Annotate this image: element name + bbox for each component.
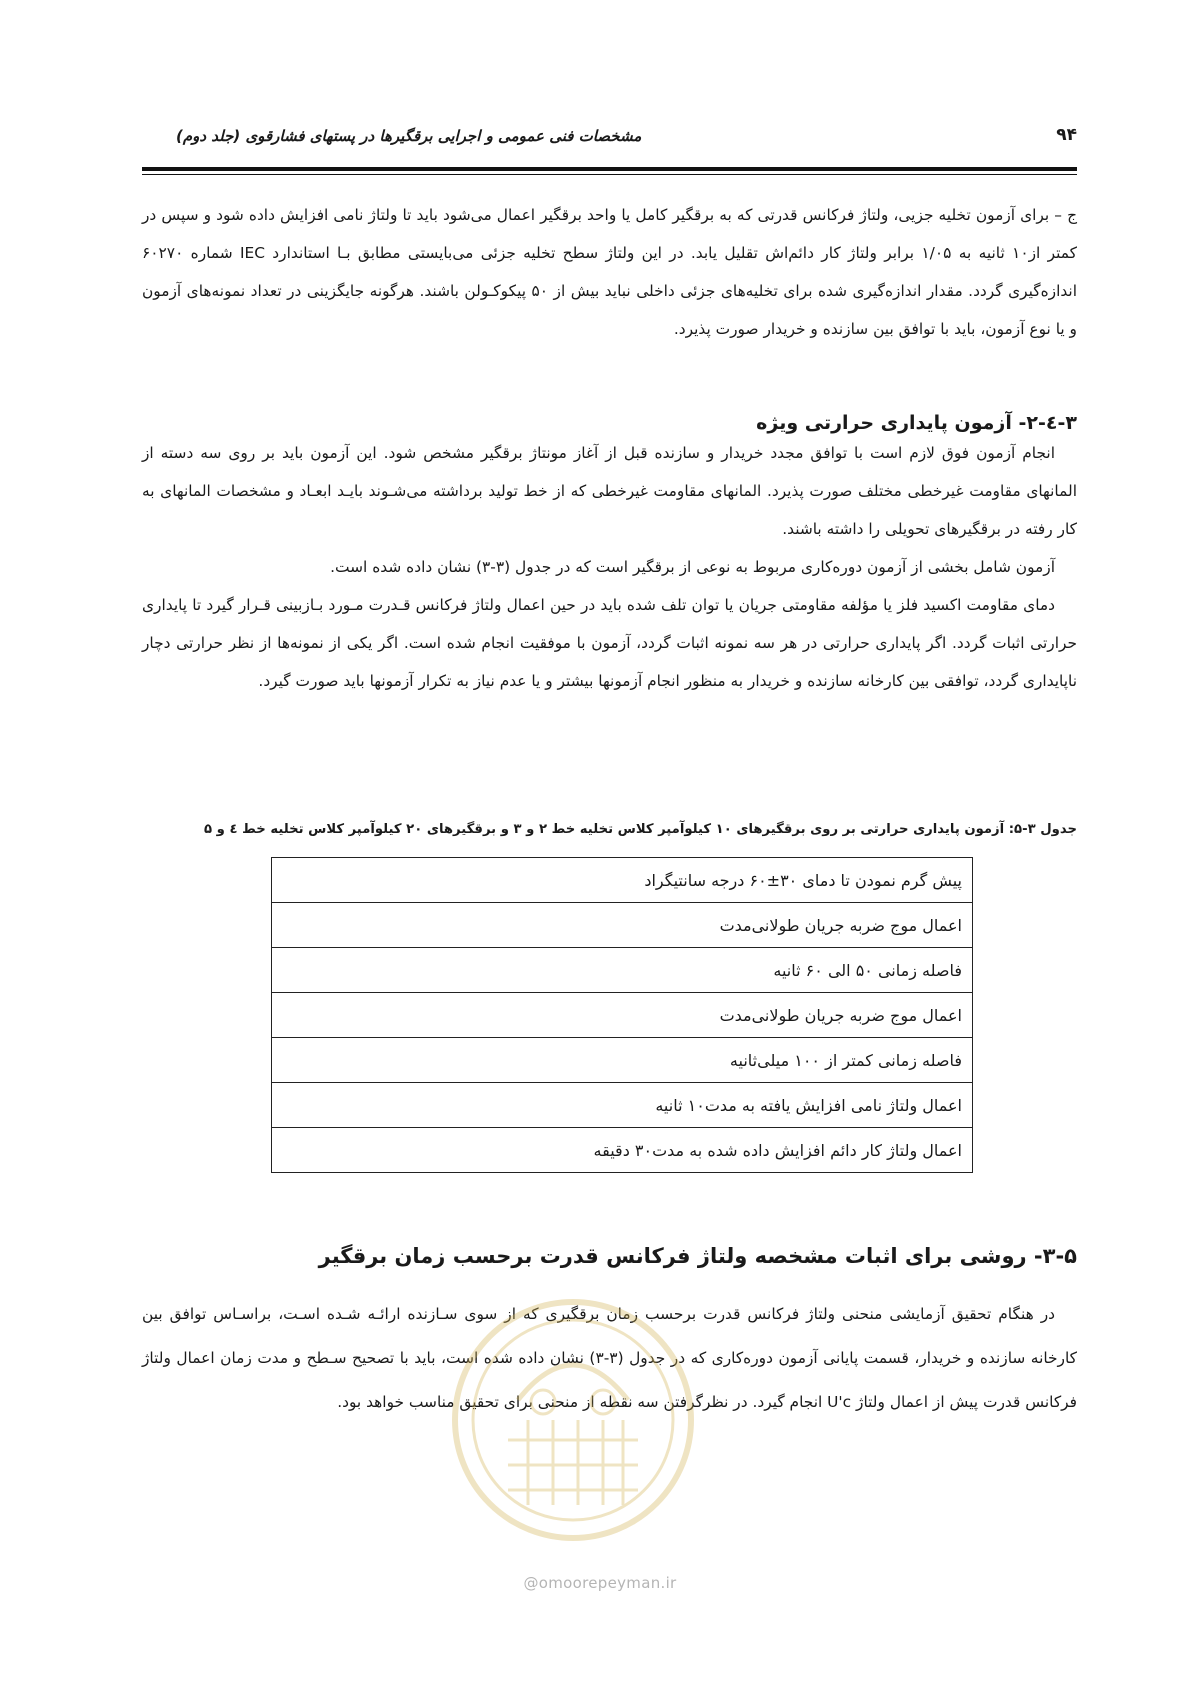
page-header <box>142 125 1077 155</box>
table-row <box>272 1128 973 1173</box>
table-caption: جدول ۳-۵: آزمون پایداری حرارتی بر روی برقگیرهای ۱۰ کیلوآمپر کلاس تخلیه خط ۲ و ۳ و برقگیرهای ۲۰ کیلوآمپر کلاس تخلیه خط ٤ و ۵ <box>204 822 1077 837</box>
table-cell: فاصله زمانی کمتر از ۱۰۰ میلی‌ثانیه <box>272 1038 973 1083</box>
header-rule-thin <box>142 174 1077 175</box>
table-row <box>272 1083 973 1128</box>
section-heading-3-5: ۳-۵- روشی برای اثبات مشخصه ولتاژ فرکانس قدرت برحسب زمان برقگیر <box>318 1244 1077 1268</box>
table-row <box>272 1038 973 1083</box>
table-row <box>272 903 973 948</box>
section-3-5-body <box>142 1292 1077 1424</box>
paragraph-2: آزمون شامل بخشی از آزمون دوره‌کاری مربوط به نوعی از برقگیر است که در جدول (۳-۳) نشان داده شده است. <box>330 558 1055 576</box>
section-c-block <box>142 196 1077 348</box>
table-cell: اعمال موج ضربه جریان طولانی‌مدت <box>272 903 973 948</box>
section-c-paragraph: ج – برای آزمون تخلیه جزیی، ولتاژ فرکانس قدرتی که به برقگیر کامل یا واحد برقگیر اعمال می‌شود باید تا ولتاژ نامی افزایش داده شود و سپس در کمتر از۱۰ ثانیه به ۱/۰۵ برابر ولتاژ کار دائم‌اش تقلیل یابد. در این ولتاژ سطح تخلیه جزئی می‌بایستی مطابق بـا استاندارد IEC شماره ۶۰۲۷۰ اندازه‌گیری گردد. مقدار اندازه‌گیری شده برای تخلیه‌های جزئی داخلی نباید بیش از ۵۰ پیکوکـولن باشند. هرگونه جایگزینی در تعداد نمونه‌های آزمون و یا نوع آزمون، باید با توافق بین سازنده و خریدار صورت پذیرد. <box>142 206 1077 338</box>
section-3-5-paragraph: در هنگام تحقیق آزمایشی منحنی ولتاژ فرکانس قدرت برحسب زمان برقگیری که از سوی سـازنده ارائـه شـده اسـت، براسـاس توافق بین کارخانه سازنده و خریدار، قسمت پایانی آزمون دوره‌کاری که در جدول (۳-۳) نشان داده شده است، باید با تصحیح سـطح و مدت زمان اعمال ولتاژ فرکانس قدرت پیش از اعمال ولتاژ U'c انجام گیرد. در نظرگرفتن سه نقطه از منحنی برای تحقیق مناسب خواهد بود. <box>142 1305 1077 1411</box>
paragraph-1: انجام آزمون فوق لازم است با توافق مجدد خریدار و سازنده قبل از آغاز مونتاژ برقگیر مشخص شود. این آزمون باید بر روی سه دسته از المانهای مقاومت غیرخطی مختلف صورت پذیرد. المانهای مقاومت غیرخطی که از خط تولید برداشته می‌شـوند بایـد ابعـاد و مشخصات المانهای به کار رفته در برقگیرهای تحویلی را داشته باشند. <box>142 444 1077 538</box>
table-row <box>272 858 973 903</box>
page-number: ۹۴ <box>1056 125 1077 145</box>
paragraph-3: دمای مقاومت اکسید فلز یا مؤلفه مقاومتی جریان یا توان تلف شده باید در حین اعمال ولتاژ فرکانس قـدرت مـورد بـازبینی قـرار گیرد تا پایداری حرارتی اثبات گردد. اگر پایداری حرارتی در هر سه نمونه اثبات گردد، آزمون با موفقیت انجام شده است. اگر یکی از نمونه‌ها از نظر حرارتی دچار ناپایداری گردد، توافقی بین کارخانه سازنده و خریدار به منظور انجام آزمونها بیشتر و یا عدم نیاز به تکرار آزمونها باید صورت گیرد. <box>142 596 1077 690</box>
table-cell: پیش گرم نمودن تا دمای ۳۰±۶۰ درجه سانتیگراد <box>272 858 973 903</box>
watermark-url: @omoorepeyman.ir <box>523 1574 677 1592</box>
header-rule-thick <box>142 167 1077 171</box>
running-title: مشخصات فنی عمومی و اجرایی برقگیرها در پستهای فشارقوی (جلد دوم) <box>176 127 642 145</box>
table-row <box>272 948 973 993</box>
table-cell: اعمال ولتاژ کار دائم افزایش داده شده به مدت۳۰ دقیقه <box>272 1128 973 1173</box>
table-row <box>272 993 973 1038</box>
table-cell: اعمال ولتاژ نامی افزایش یافته به مدت۱۰ ثانیه <box>272 1083 973 1128</box>
section-3-4-2-body <box>142 434 1077 700</box>
test-steps-table <box>271 857 973 1173</box>
table-cell: فاصله زمانی ۵۰ الی ۶۰ ثانیه <box>272 948 973 993</box>
table-cell: اعمال موج ضربه جریان طولانی‌مدت <box>272 993 973 1038</box>
section-heading-3-4-2: ۳-٤-۲- آزمون پایداری حرارتی ویژه <box>756 412 1077 434</box>
